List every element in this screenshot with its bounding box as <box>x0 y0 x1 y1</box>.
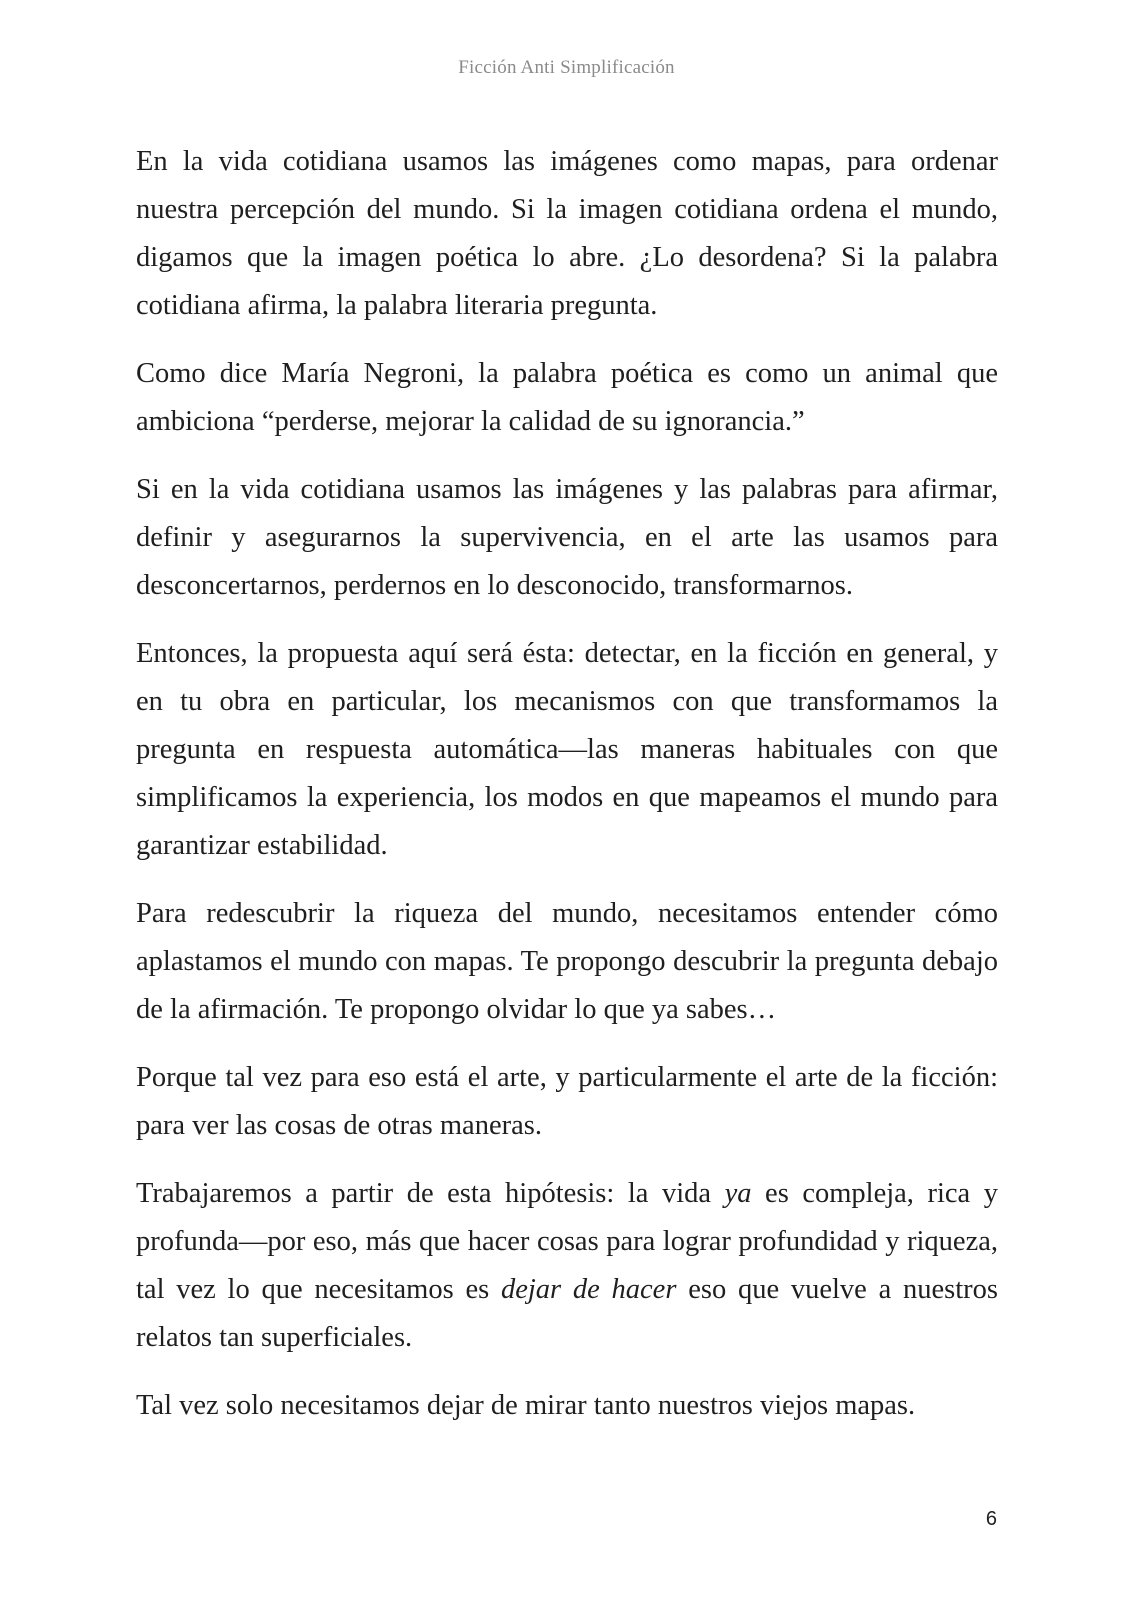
running-header: Ficción Anti Simplificación <box>458 57 675 78</box>
paragraph-5: Para redescubrir la riqueza del mundo, necesitamos entender cómo aplastamos el mundo con mapas. Te propongo descubrir la pregunta debajo de la afirmación. Te propongo olvidar lo que ya sabes… <box>136 898 998 1025</box>
paragraph-7-text-3: eso que vuelve a nuestros relatos tan superficiales. <box>136 1274 998 1353</box>
paragraph-4: Entonces, la propuesta aquí será ésta: detectar, en la ficción en general, y en tu obra en particular, los mecanismos con que transformamos la pregunta en respuesta automática—las maneras habituales con que simplificamos la experiencia, los modos en que mapeamos el mundo para garantizar estabilidad. <box>136 638 998 861</box>
paragraph-6: Porque tal vez para eso está el arte, y particularmente el arte de la ficción: para ver las cosas de otras maneras. <box>136 1062 998 1141</box>
page-number: 6 <box>985 1508 997 1530</box>
paragraph-2: Como dice María Negroni, la palabra poética es como un animal que ambiciona “perderse, mejorar la calidad de su ignorancia.” <box>136 358 998 437</box>
paragraph-1: En la vida cotidiana usamos las imágenes como mapas, para ordenar nuestra percepción del mundo. Si la imagen cotidiana ordena el mundo, digamos que la imagen poética lo abre. ¿Lo desordena? Si la palabra cotidiana afirma, la palabra literaria pregunta. <box>136 146 998 321</box>
paragraph-7-text-2: es compleja, rica y profunda—por eso, más que hacer cosas para lograr profundidad y riqueza, tal vez lo que necesitamos es <box>136 1178 999 1305</box>
paragraph-7-italic-2: dejar de hacer <box>500 1274 677 1305</box>
paragraph-7-text-1: Trabajaremos a partir de esta hipótesis: la vida <box>136 1178 725 1209</box>
paragraph-7 <box>136 1170 998 1362</box>
paragraph-8: Tal vez solo necesitamos dejar de mirar tanto nuestros viejos mapas. <box>136 1390 916 1421</box>
paragraph-7-italic-1: ya <box>724 1178 752 1209</box>
paragraph-3: Si en la vida cotidiana usamos las imágenes y las palabras para afirmar, definir y asegurarnos la supervivencia, en el arte las usamos para desconcertarnos, perdernos en lo desconocido, transformarnos. <box>136 474 998 601</box>
page-body <box>136 138 998 1450</box>
